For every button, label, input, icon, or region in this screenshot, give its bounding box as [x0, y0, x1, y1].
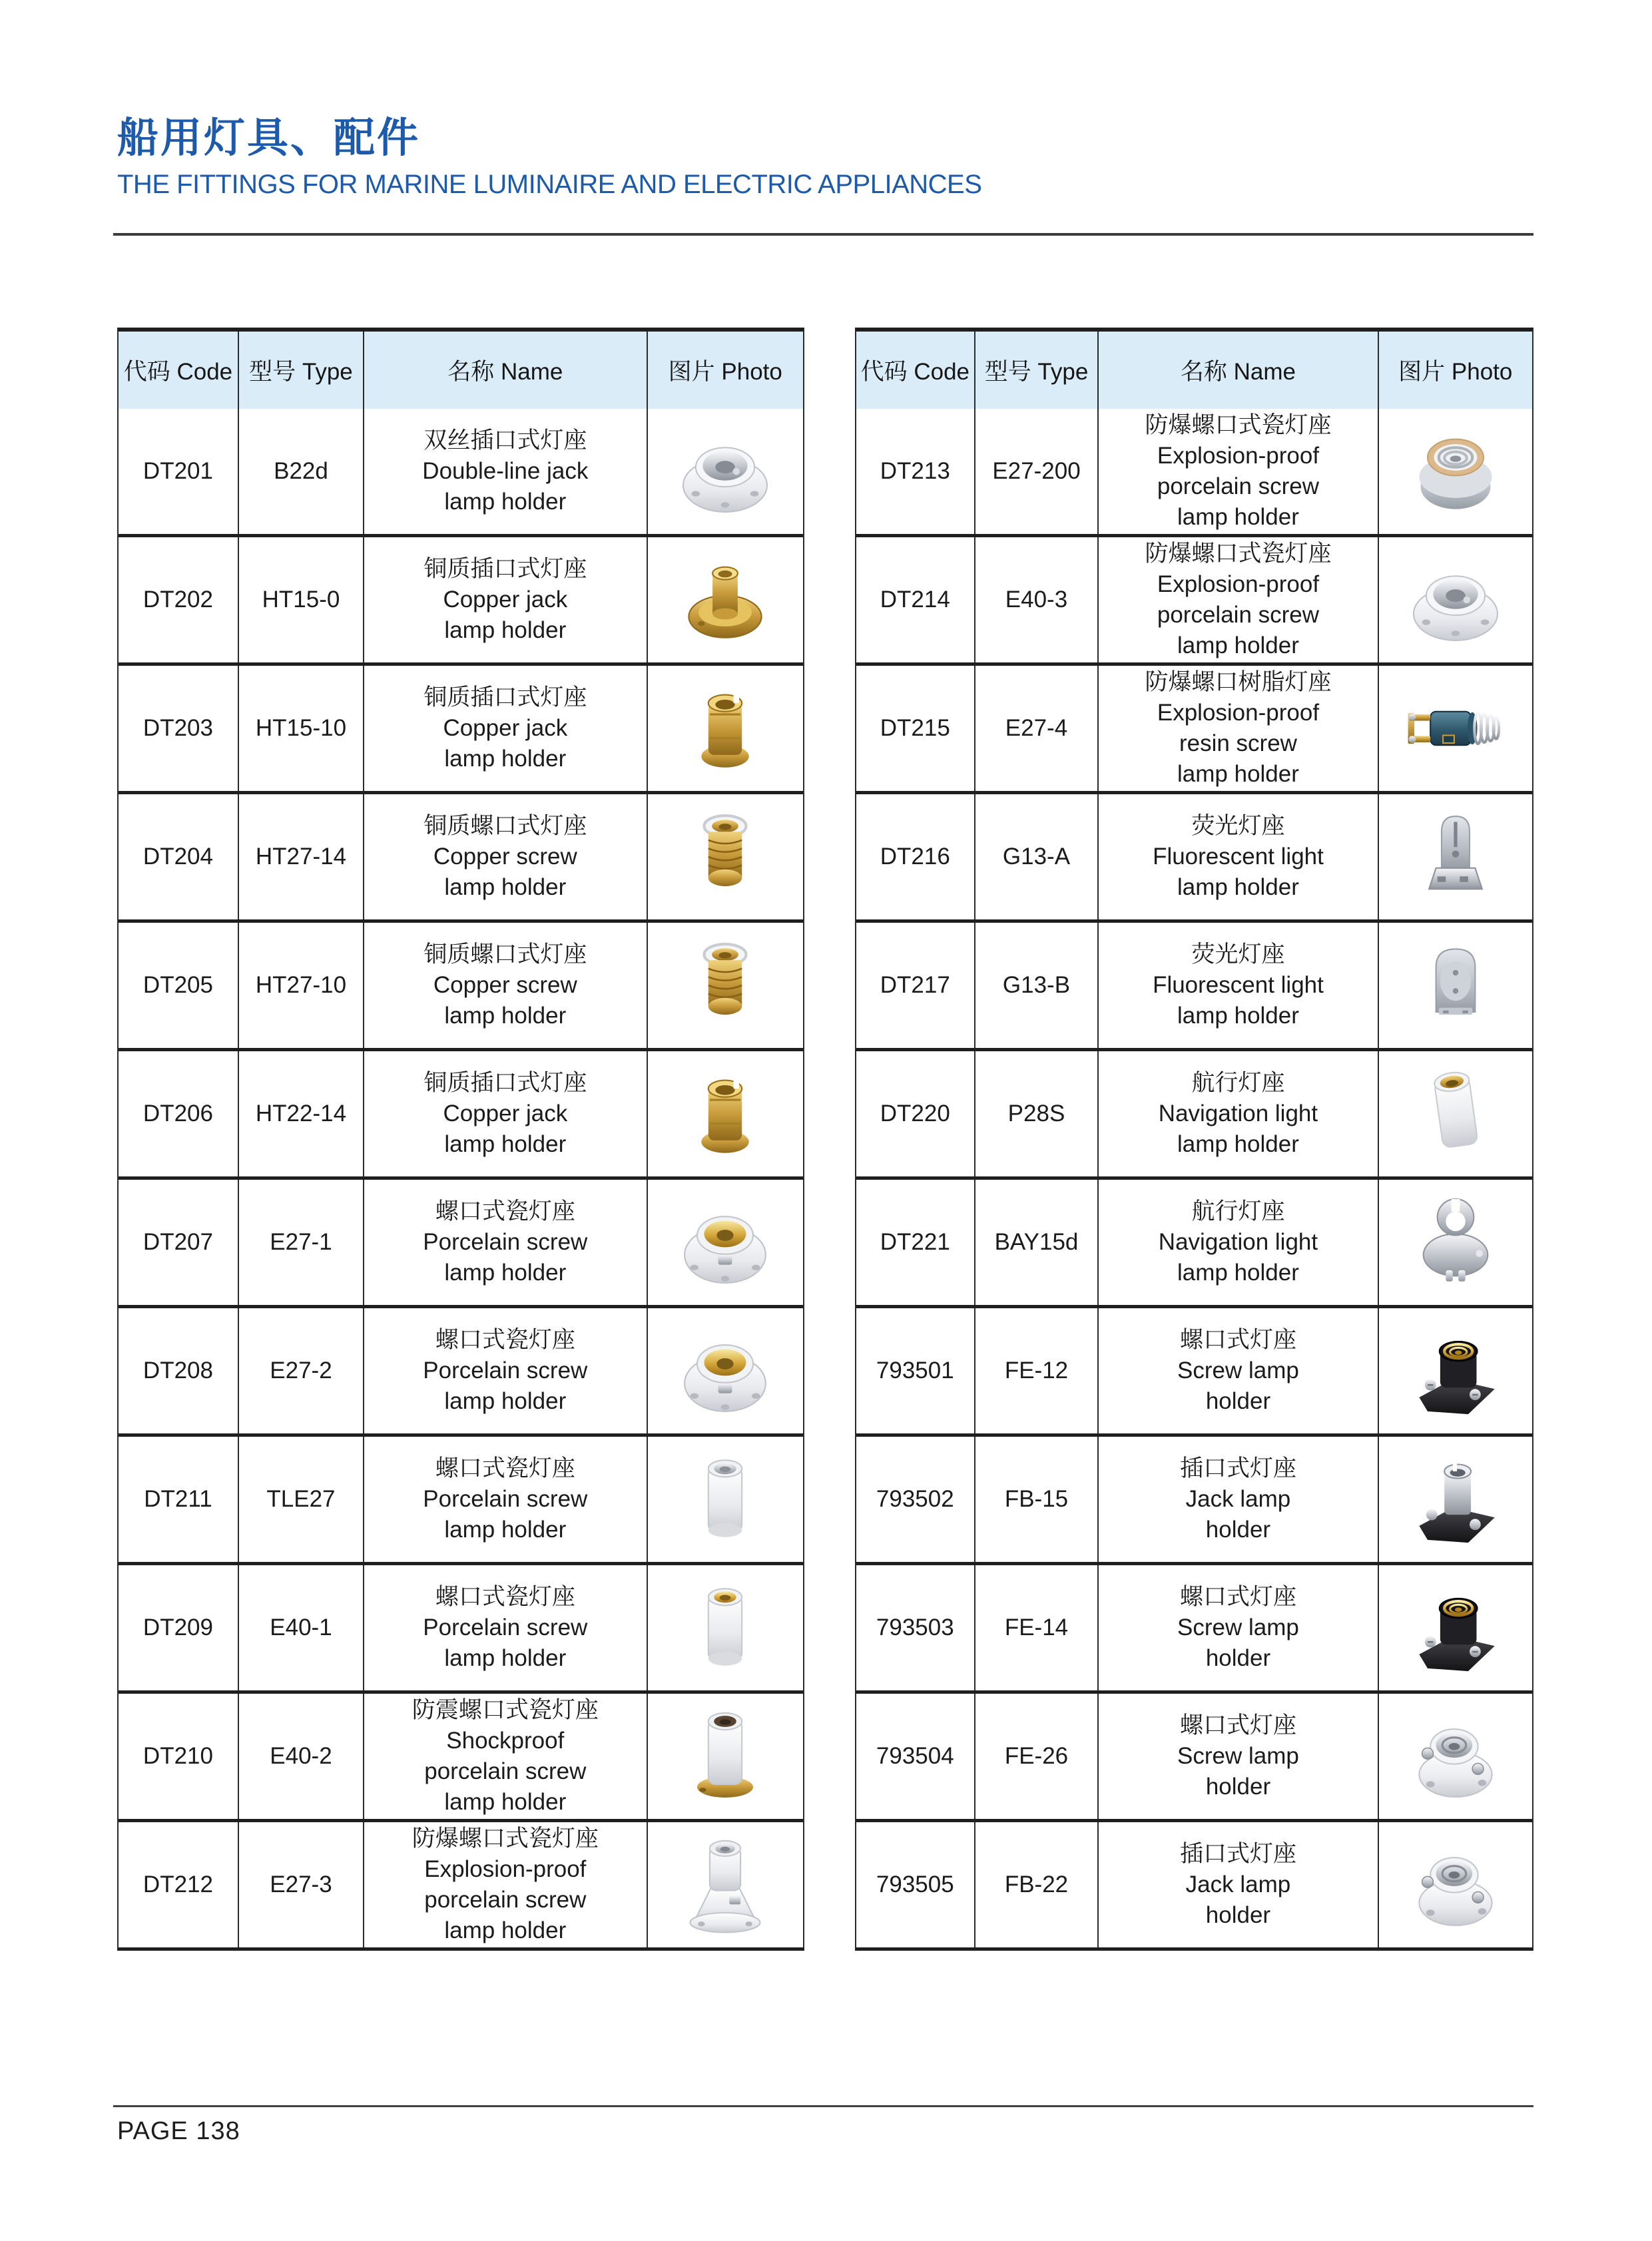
product-name [1099, 537, 1378, 662]
product-photo-image [1400, 1829, 1512, 1941]
footer-divider-line [113, 2105, 1533, 2107]
header-type: 型号 Type [239, 332, 364, 409]
product-code: DT206 [119, 1051, 239, 1176]
product-type: HT15-0 [239, 537, 364, 662]
product-name-en: Copper screw lamp holder [433, 972, 577, 1029]
product-name-en: Copper jack lamp holder [443, 587, 568, 643]
product-name [364, 409, 648, 534]
product-type: HT22-14 [239, 1051, 364, 1176]
table-header-row [119, 332, 803, 409]
product-name-en: Copper screw lamp holder [433, 844, 577, 900]
product-photo-cell [648, 1822, 803, 1947]
product-photo-image [669, 1315, 781, 1427]
product-photo-cell [1379, 1180, 1532, 1305]
product-photo-cell [1379, 1308, 1532, 1433]
page-header [117, 117, 981, 199]
product-type: G13-A [975, 794, 1099, 919]
product-photo-image [1400, 1058, 1512, 1170]
header-type: 型号 Type [975, 332, 1099, 409]
product-photo-image [669, 1443, 781, 1555]
product-name-cn: 铜质插口式灯座 [423, 1070, 587, 1096]
product-name-en: Screw lamp holder [1177, 1743, 1299, 1800]
product-photo-cell [1379, 1051, 1532, 1176]
product-name [364, 537, 648, 662]
product-name-cn: 插口式灯座 [1179, 1841, 1296, 1867]
product-photo-image [1400, 1315, 1512, 1427]
product-type: TLE27 [239, 1437, 364, 1562]
product-photo-cell [1379, 409, 1532, 534]
product-code: 793502 [856, 1437, 975, 1562]
product-photo-cell [648, 1694, 803, 1819]
product-photo-image [669, 415, 781, 527]
table-row [119, 409, 803, 534]
product-photo-image [1400, 1572, 1512, 1684]
product-code: DT215 [856, 666, 975, 791]
table-body-left [119, 409, 803, 1947]
product-type: E27-200 [975, 409, 1099, 534]
product-photo-cell [648, 1565, 803, 1690]
product-type: E27-3 [239, 1822, 364, 1947]
product-name-cn: 螺口式瓷灯座 [435, 1198, 575, 1224]
product-photo-cell [1379, 1822, 1532, 1947]
table-row [856, 1819, 1532, 1947]
table-row [119, 1048, 803, 1176]
product-name-cn: 铜质螺口式灯座 [423, 941, 587, 967]
product-photo-image [1400, 672, 1512, 784]
table-row [119, 1562, 803, 1690]
header-code: 代码 Code [856, 332, 975, 409]
product-name-cn: 螺口式灯座 [1179, 1584, 1296, 1610]
table-row [119, 1433, 803, 1562]
product-photo-cell [648, 666, 803, 791]
product-type: FE-26 [975, 1694, 1099, 1819]
product-code: DT203 [119, 666, 239, 791]
product-photo-image [1400, 801, 1512, 913]
product-name-cn: 插口式灯座 [1179, 1455, 1296, 1481]
product-name [364, 666, 648, 791]
product-photo-image [669, 672, 781, 784]
product-name-en: Copper jack lamp holder [443, 1101, 568, 1157]
product-photo-cell [648, 794, 803, 919]
product-code: DT217 [856, 923, 975, 1048]
product-name-en: Porcelain screw lamp holder [423, 1615, 588, 1671]
product-photo-image [669, 1186, 781, 1298]
product-name-en: Porcelain screw lamp holder [423, 1358, 588, 1414]
product-name [364, 1822, 648, 1947]
product-photo-cell [648, 409, 803, 534]
product-name-cn: 双丝插口式灯座 [423, 427, 587, 453]
product-name [1099, 923, 1378, 1048]
table-row [119, 1690, 803, 1819]
product-name-cn: 防震螺口式瓷灯座 [412, 1697, 599, 1723]
page-number-label: PAGE 138 [117, 2117, 240, 2145]
product-name-en: Double-line jack lamp holder [422, 458, 589, 515]
product-photo-cell [1379, 923, 1532, 1048]
table-row [856, 1690, 1532, 1819]
product-type: BAY15d [975, 1180, 1099, 1305]
product-name-cn: 铜质螺口式灯座 [423, 813, 587, 839]
product-name-en: Navigation light lamp holder [1158, 1101, 1318, 1157]
product-photo-image [1400, 1186, 1512, 1298]
product-code: DT220 [856, 1051, 975, 1176]
product-name-en: Porcelain screw lamp holder [423, 1229, 588, 1286]
product-photo-cell [1379, 537, 1532, 662]
product-photo-image [669, 801, 781, 913]
product-name-cn: 螺口式灯座 [1179, 1327, 1296, 1353]
product-name [364, 794, 648, 919]
product-name [364, 1437, 648, 1562]
product-name-en: Explosion-proof porcelain screw lamp holder [424, 1856, 587, 1943]
table-row [856, 1562, 1532, 1690]
product-photo-image [669, 1058, 781, 1170]
table-row [119, 1176, 803, 1305]
table-row [856, 662, 1532, 791]
product-code: DT211 [119, 1437, 239, 1562]
product-photo-cell [1379, 1437, 1532, 1562]
product-code: 793504 [856, 1694, 975, 1819]
products-table-right [855, 328, 1533, 1951]
product-code: DT201 [119, 409, 239, 534]
products-table-left [117, 328, 804, 1951]
product-photo-cell [648, 1437, 803, 1562]
product-code: DT214 [856, 537, 975, 662]
table-row [119, 1305, 803, 1433]
product-photo-image [1400, 415, 1512, 527]
product-type: FB-15 [975, 1437, 1099, 1562]
product-name-cn: 螺口式瓷灯座 [435, 1327, 575, 1353]
product-photo-image [1400, 1700, 1512, 1812]
product-name [364, 1565, 648, 1690]
product-photo-image [669, 1700, 781, 1812]
product-code: DT202 [119, 537, 239, 662]
header-code: 代码 Code [119, 332, 239, 409]
product-name-cn: 防爆螺口树脂灯座 [1145, 669, 1332, 695]
header-divider-line [113, 233, 1533, 236]
product-name [1099, 1051, 1378, 1176]
product-code: 793505 [856, 1822, 975, 1947]
product-name [1099, 1565, 1378, 1690]
table-header-row [856, 332, 1532, 409]
product-code: 793501 [856, 1308, 975, 1433]
product-photo-image [669, 1829, 781, 1941]
product-name-en: Screw lamp holder [1177, 1358, 1299, 1414]
product-name [364, 1051, 648, 1176]
product-type: E40-3 [975, 537, 1099, 662]
product-code: DT210 [119, 1694, 239, 1819]
product-name-cn: 铜质插口式灯座 [423, 556, 587, 582]
product-name-en: Fluorescent light lamp holder [1153, 972, 1324, 1029]
table-row [856, 791, 1532, 919]
product-photo-image [1400, 929, 1512, 1041]
product-type: E27-4 [975, 666, 1099, 791]
table-row [856, 1176, 1532, 1305]
product-photo-cell [648, 1051, 803, 1176]
product-name-cn: 航行灯座 [1191, 1198, 1285, 1224]
product-code: DT208 [119, 1308, 239, 1433]
product-name-cn: 螺口式瓷灯座 [435, 1455, 575, 1481]
product-type: HT27-10 [239, 923, 364, 1048]
product-name-en: Explosion-proof resin screw lamp holder [1157, 700, 1320, 787]
product-name [364, 1694, 648, 1819]
product-type: E27-1 [239, 1180, 364, 1305]
product-name-en: Jack lamp holder [1185, 1486, 1291, 1543]
product-name-en: Jack lamp holder [1185, 1871, 1291, 1928]
table-row [119, 1819, 803, 1947]
product-type: B22d [239, 409, 364, 534]
product-name [1099, 1437, 1378, 1562]
table-row [856, 1305, 1532, 1433]
product-name-cn: 航行灯座 [1191, 1070, 1285, 1096]
product-type: G13-B [975, 923, 1099, 1048]
product-name [1099, 666, 1378, 791]
product-photo-cell [648, 1308, 803, 1433]
product-code: DT209 [119, 1565, 239, 1690]
product-photo-cell [648, 537, 803, 662]
product-type: HT15-10 [239, 666, 364, 791]
table-row [119, 919, 803, 1048]
page-title-english: THE FITTINGS FOR MARINE LUMINAIRE AND ELECTRIC APPLIANCES [117, 170, 982, 199]
table-body-right [856, 409, 1532, 1947]
page-title-chinese: 船用灯具、配件 [117, 115, 421, 161]
product-name [1099, 1822, 1378, 1947]
product-photo-image [669, 929, 781, 1041]
product-type: FE-12 [975, 1308, 1099, 1433]
table-row [856, 409, 1532, 534]
product-name [1099, 1180, 1378, 1305]
product-type: FE-14 [975, 1565, 1099, 1690]
product-name-en: Shockproof porcelain screw lamp holder [424, 1728, 587, 1815]
product-name [364, 1308, 648, 1433]
product-type: FB-22 [975, 1822, 1099, 1947]
product-name-cn: 螺口式灯座 [1179, 1712, 1296, 1738]
table-row [856, 534, 1532, 662]
product-photo-image [1400, 544, 1512, 656]
product-name-en: Porcelain screw lamp holder [423, 1486, 588, 1543]
product-type: E40-1 [239, 1565, 364, 1690]
product-name-en: Fluorescent light lamp holder [1153, 844, 1324, 900]
product-name-en: Explosion-proof porcelain screw lamp holder [1157, 443, 1320, 530]
product-code: DT212 [119, 1822, 239, 1947]
product-name-cn: 荧光灯座 [1191, 941, 1285, 967]
product-name [364, 923, 648, 1048]
table-row [856, 919, 1532, 1048]
product-name-en: Navigation light lamp holder [1158, 1229, 1318, 1286]
product-code: DT207 [119, 1180, 239, 1305]
product-photo-cell [648, 923, 803, 1048]
table-row [119, 662, 803, 791]
product-name-cn: 荧光灯座 [1191, 813, 1285, 839]
table-row [119, 791, 803, 919]
product-name [1099, 409, 1378, 534]
product-name-cn: 防爆螺口式瓷灯座 [1145, 541, 1332, 567]
header-photo: 图片 Photo [1398, 359, 1513, 385]
product-type: E40-2 [239, 1694, 364, 1819]
product-photo-cell [1379, 1694, 1532, 1819]
product-name-cn: 螺口式瓷灯座 [435, 1584, 575, 1610]
product-name [364, 1180, 648, 1305]
product-name-en: Screw lamp holder [1177, 1615, 1299, 1671]
product-type: HT27-14 [239, 794, 364, 919]
header-name: 名称 Name [364, 332, 648, 409]
product-name [1099, 1694, 1378, 1819]
product-photo-cell [1379, 794, 1532, 919]
product-code: DT216 [856, 794, 975, 919]
product-name [1099, 794, 1378, 919]
product-code: DT205 [119, 923, 239, 1048]
product-name-cn: 防爆螺口式瓷灯座 [412, 1826, 599, 1852]
header-name: 名称 Name [1099, 332, 1378, 409]
product-code: DT204 [119, 794, 239, 919]
product-name-en: Copper jack lamp holder [443, 715, 568, 772]
product-photo-image [1400, 1443, 1512, 1555]
product-photo-image [669, 1572, 781, 1684]
product-photo-cell [648, 1180, 803, 1305]
product-photo-image [669, 544, 781, 656]
product-name-cn: 防爆螺口式瓷灯座 [1145, 412, 1332, 438]
product-type: E27-2 [239, 1308, 364, 1433]
header-photo: 图片 Photo [668, 359, 782, 385]
product-name-en: Explosion-proof porcelain screw lamp holder [1157, 571, 1320, 658]
table-row [856, 1433, 1532, 1562]
product-code: DT213 [856, 409, 975, 534]
table-row [856, 1048, 1532, 1176]
product-photo-cell [1379, 1565, 1532, 1690]
product-type: P28S [975, 1051, 1099, 1176]
table-row [119, 534, 803, 662]
product-photo-cell [1379, 666, 1532, 791]
product-code: DT221 [856, 1180, 975, 1305]
product-name [1099, 1308, 1378, 1433]
product-code: 793503 [856, 1565, 975, 1690]
product-name-cn: 铜质插口式灯座 [423, 684, 587, 710]
